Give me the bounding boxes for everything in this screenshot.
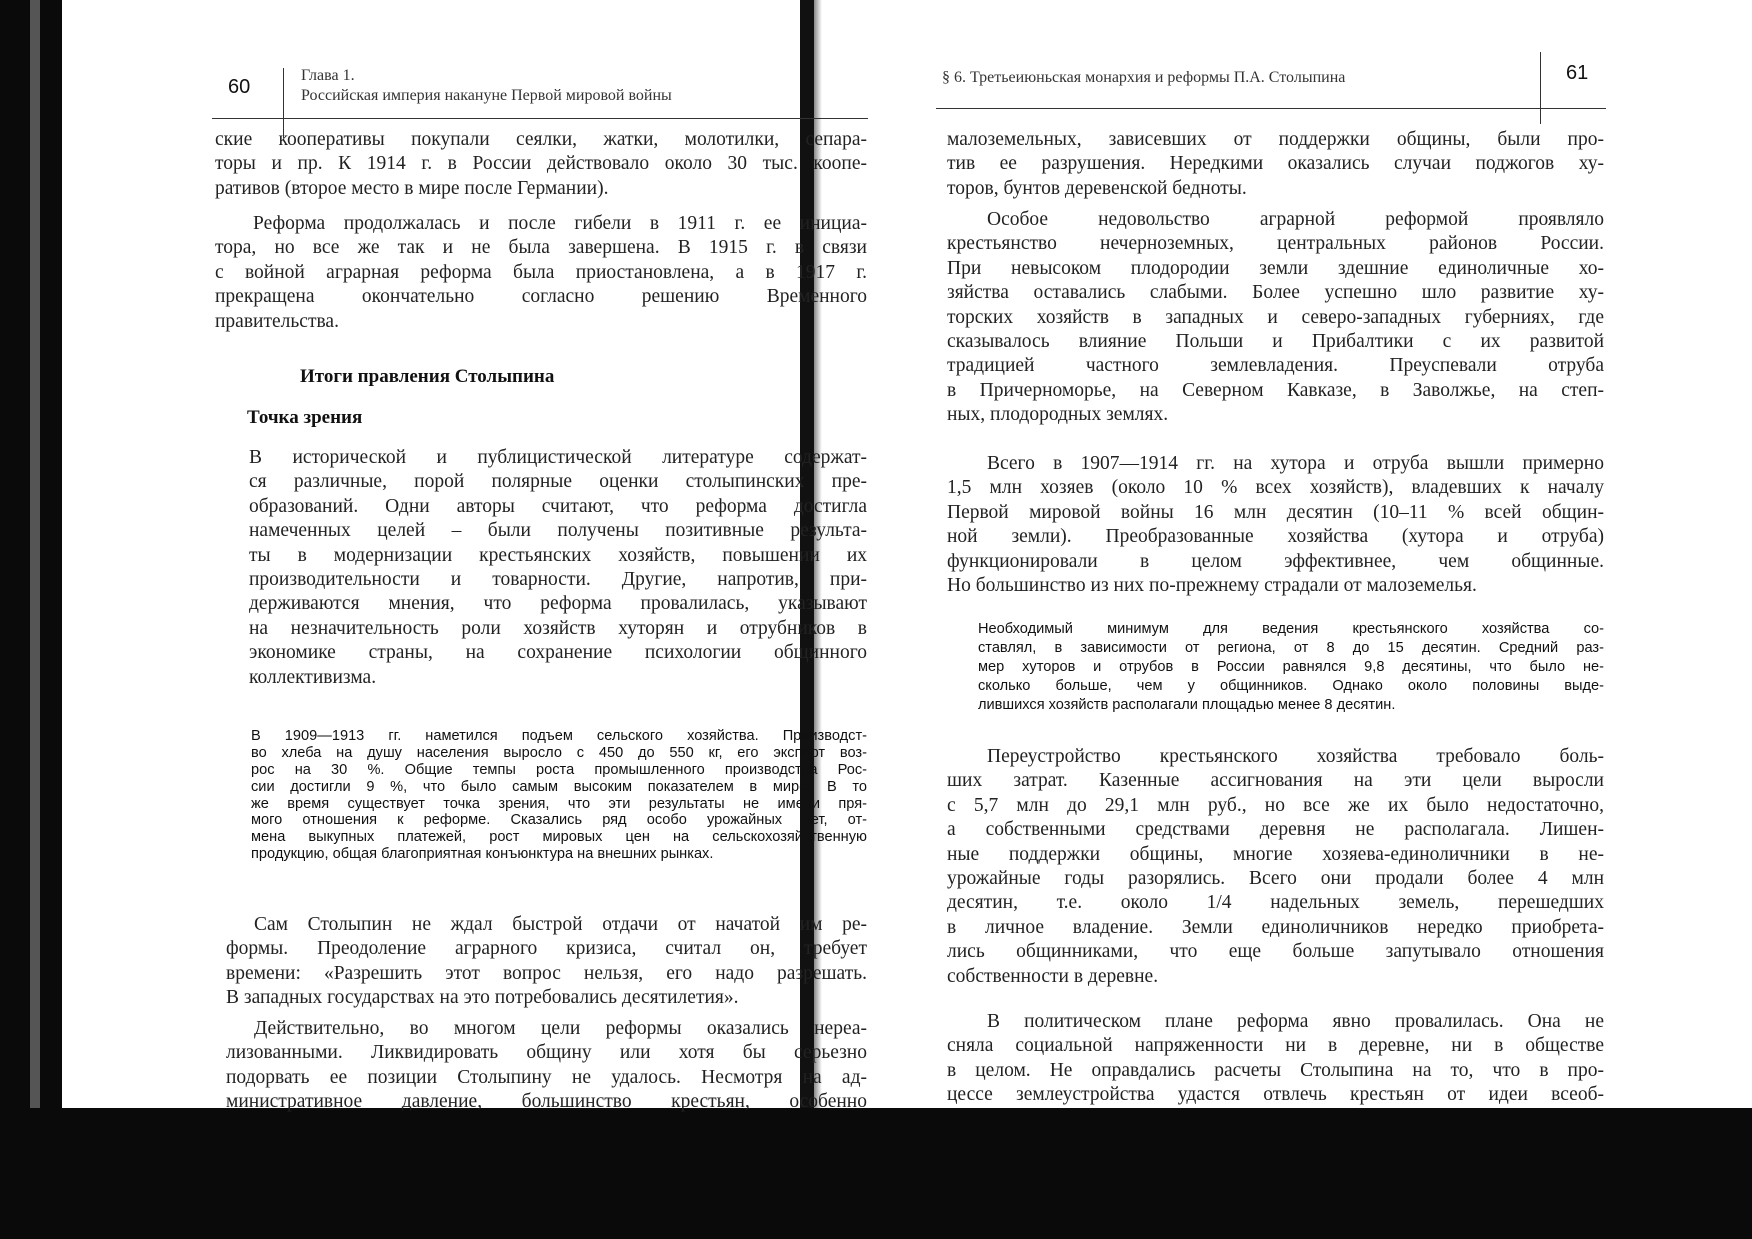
text-line: урожайные годы разорялись. Всего они продали более 4 млн xyxy=(947,867,1604,889)
header-rule-left xyxy=(212,118,868,119)
note-box xyxy=(251,728,867,863)
text-line: экономике страны, на сохранение психологии общинного xyxy=(249,642,867,664)
text-line: В политическом плане реформа явно провалилась. Она не xyxy=(987,1011,1604,1032)
text-line: Сам Столыпин не ждал быстрой отдачи от начатой им ре- xyxy=(254,914,867,935)
text-line: 1,5 млн хозяев (около 10 % всех хозяйств), владевших к началу xyxy=(947,477,1604,499)
text-line: функционировали в целом эффективнее, чем общинные. xyxy=(947,550,1604,572)
running-head-left xyxy=(301,66,672,106)
text-line: Действительно, во многом цели реформы оказались нереа- xyxy=(254,1018,867,1039)
text-line: держиваются мнения, что реформа провалилась, указывают xyxy=(249,593,867,615)
text-line: цессе землеустройства удастся отвлечь крестьян от идеи всеоб- xyxy=(947,1084,1604,1106)
text-line: В исторической и публицистической литературе содержат- xyxy=(249,447,867,468)
text-line: министративное давление, большинство крестьян, особенно xyxy=(226,1091,867,1113)
header-rule-right xyxy=(936,108,1606,109)
text-line: традицией частного землевладения. Преуспевали отруба xyxy=(947,355,1604,377)
text-line: Переустройство крестьянского хозяйства требовало боль- xyxy=(987,746,1604,767)
text-line: лившихся хозяйств располагали площадью менее 8 десятин. xyxy=(978,697,1396,713)
text-line: же время существует точка зрения, что эти результаты не имели пря- xyxy=(251,795,867,812)
note-box xyxy=(978,620,1604,715)
subheading: Точка зрения xyxy=(247,407,363,428)
text-line: образований. Одни авторы считают, что реформа достигла xyxy=(249,495,867,517)
text-line: сии достигли 9 %, что было самым высоким показателем в мире. В то xyxy=(251,778,867,795)
text-line: ших затрат. Казенные ассигнования на эти цели выросли xyxy=(947,770,1604,792)
text-line: мер хуторов и отрубов в России равнялся 9,8 десятины, что было не- xyxy=(978,659,1604,675)
text-line: в Причерноморье, на Северном Кавказе, в Заволжье, на степ- xyxy=(947,379,1604,401)
text-line: ной земли). Преобразованные хозяйства (хутора и отруба) xyxy=(947,526,1604,548)
text-line: Особое недовольство аграрной реформой проявляло xyxy=(987,209,1604,230)
text-line: ративов (второе место в мире после Германии). xyxy=(215,177,609,199)
text-line: собственности в деревне. xyxy=(947,965,1159,987)
text-line: торов, бунтов деревенской бедноты. xyxy=(947,177,1247,199)
text-line: а собственными средствами деревня не располагала. Лишен- xyxy=(947,819,1604,841)
text-line: ставлял, в зависимости от региона, от 8 до 15 десятин. Средний раз- xyxy=(978,640,1604,656)
text-line: зяйства оставались слабыми. Более успешно шло развитие ху- xyxy=(947,282,1604,304)
paragraph xyxy=(947,745,1604,989)
running-head-right: § 6. Третьеиюньская монархия и реформы П.А. Столыпина xyxy=(942,69,1346,86)
text-line: малоземельных, зависевших от поддержки общины, были про- xyxy=(947,129,1604,150)
text-line: сказывалось влияние Польши и Прибалтики с их развитой xyxy=(947,330,1604,352)
text-line: торы и пр. К 1914 г. в России действовало около 30 тыс. коопе- xyxy=(215,153,867,175)
text-line: Необходимый минимум для ведения крестьянского хозяйства со- xyxy=(978,621,1604,637)
text-line: ных, плодородных землях. xyxy=(947,404,1169,426)
scan-edge-bottom xyxy=(0,1108,1752,1239)
page-number-left: 60 xyxy=(228,76,251,98)
text-line: крестьянство нечерноземных, центральных районов России. xyxy=(947,233,1604,255)
text-line: мена выкупных платежей, рост мировых цен на сельскохозяйственную xyxy=(251,829,867,846)
paragraph xyxy=(226,1017,867,1115)
text-line: десятин, т.е. около 1/4 надельных земель, перешедших xyxy=(947,892,1604,914)
text-line: сколько больше, чем у общинников. Однако около половины выде- xyxy=(978,678,1604,694)
text-line: времени: «Разрешить этот вопрос нельзя, его надо разрешать. xyxy=(226,962,867,984)
text-line: ты в модернизации крестьянских хозяйств, повышении их xyxy=(249,544,867,566)
viewpoint-paragraph xyxy=(249,446,867,690)
text-line: намеченных целей – были получены позитивные результа- xyxy=(249,520,867,542)
text-line: лизованными. Ликвидировать общину или хотя бы серьезно xyxy=(226,1042,867,1064)
text-line: Но большинство из них по-прежнему страдали от малоземелья. xyxy=(947,574,1477,596)
chapter-title: Российская империя накануне Первой мировой войны xyxy=(301,87,672,104)
text-line: Реформа продолжалась и после гибели в 1911 г. ее инициа- xyxy=(253,213,867,234)
section-heading: Итоги правления Столыпина xyxy=(300,366,555,387)
text-line: с войной аграрная реформа была приостановлена, а в 1917 г. xyxy=(215,261,867,283)
text-line: мого отношения к реформе. Сказались ряд особо урожайных лет, от- xyxy=(251,812,867,829)
chapter-label: Глава 1. xyxy=(301,67,355,84)
text-line: подорвать ее позиции Столыпину не удалось. Несмотря на ад- xyxy=(226,1066,867,1088)
header-divider-vertical-right xyxy=(1540,52,1541,124)
paragraph xyxy=(947,208,1604,428)
text-line: При невысоком плодородии земли здешние единоличные хо- xyxy=(947,257,1604,279)
text-line: Первой мировой войны 16 млн десятин (10–11 % всей общин- xyxy=(947,501,1604,523)
text-line: тив ее разрушения. Нередкими оказались случаи поджогов ху- xyxy=(947,153,1604,175)
scan-edge-left-shadow xyxy=(30,0,40,1239)
text-line: коллективизма. xyxy=(249,666,377,688)
paragraph xyxy=(226,913,867,1011)
text-line: на незначительность роли хозяйств хуторян и отрубников в xyxy=(249,617,867,639)
page-number-right: 61 xyxy=(1566,62,1589,84)
paragraph xyxy=(947,452,1604,598)
text-line: торских хозяйств в западных и северо-западных губерниях, где xyxy=(947,306,1604,328)
text-line: производительности и товарности. Другие, напротив, при- xyxy=(249,568,867,590)
text-line: формы. Преодоление аграрного кризиса, считал он, требует xyxy=(226,938,867,960)
text-line: в личное владение. Земли единоличников нередко приобрета- xyxy=(947,916,1604,938)
text-line: правительства. xyxy=(215,310,339,332)
text-line: ные поддержки общины, многие хозяева-единоличники в не- xyxy=(947,843,1604,865)
paragraph xyxy=(947,1010,1604,1108)
text-line: в целом. Не оправдались расчеты Столыпина на то, что в про- xyxy=(947,1059,1604,1081)
text-line: продукцию, общая благоприятная конъюнктура на внешних рынках. xyxy=(251,846,714,863)
text-line: рос на 30 %. Общие темпы роста промышленного производства Рос- xyxy=(251,761,867,778)
text-line: прекращена окончательно согласно решению Временного xyxy=(215,286,867,308)
text-line: тора, но все же так и не была завершена. В 1915 г. в связи xyxy=(215,237,867,259)
text-line: ся различные, порой полярные оценки столыпинских пре- xyxy=(249,471,867,493)
text-line: В западных государствах на это потребовались десятилетия». xyxy=(226,987,739,1009)
paragraph xyxy=(215,212,867,334)
text-line: сняла социальной напряженности ни в деревне, ни в обществе xyxy=(947,1035,1604,1057)
paragraph xyxy=(215,128,867,201)
text-line: ские кооперативы покупали сеялки, жатки, молотилки, сепара- xyxy=(215,129,867,150)
paragraph xyxy=(947,128,1604,201)
text-line: с 5,7 млн до 29,1 млн руб., но все же их было недостаточно, xyxy=(947,794,1604,816)
text-line: лись общинниками, что еще больше запутывало отношения xyxy=(947,941,1604,963)
text-line: Всего в 1907—1914 гг. на хутора и отруба вышли примерно xyxy=(987,453,1604,474)
text-line: В 1909—1913 гг. наметился подъем сельского хозяйства. Производст- xyxy=(251,728,867,744)
text-line: во хлеба на душу населения выросло с 450 до 550 кг, его экспорт воз- xyxy=(251,744,867,761)
